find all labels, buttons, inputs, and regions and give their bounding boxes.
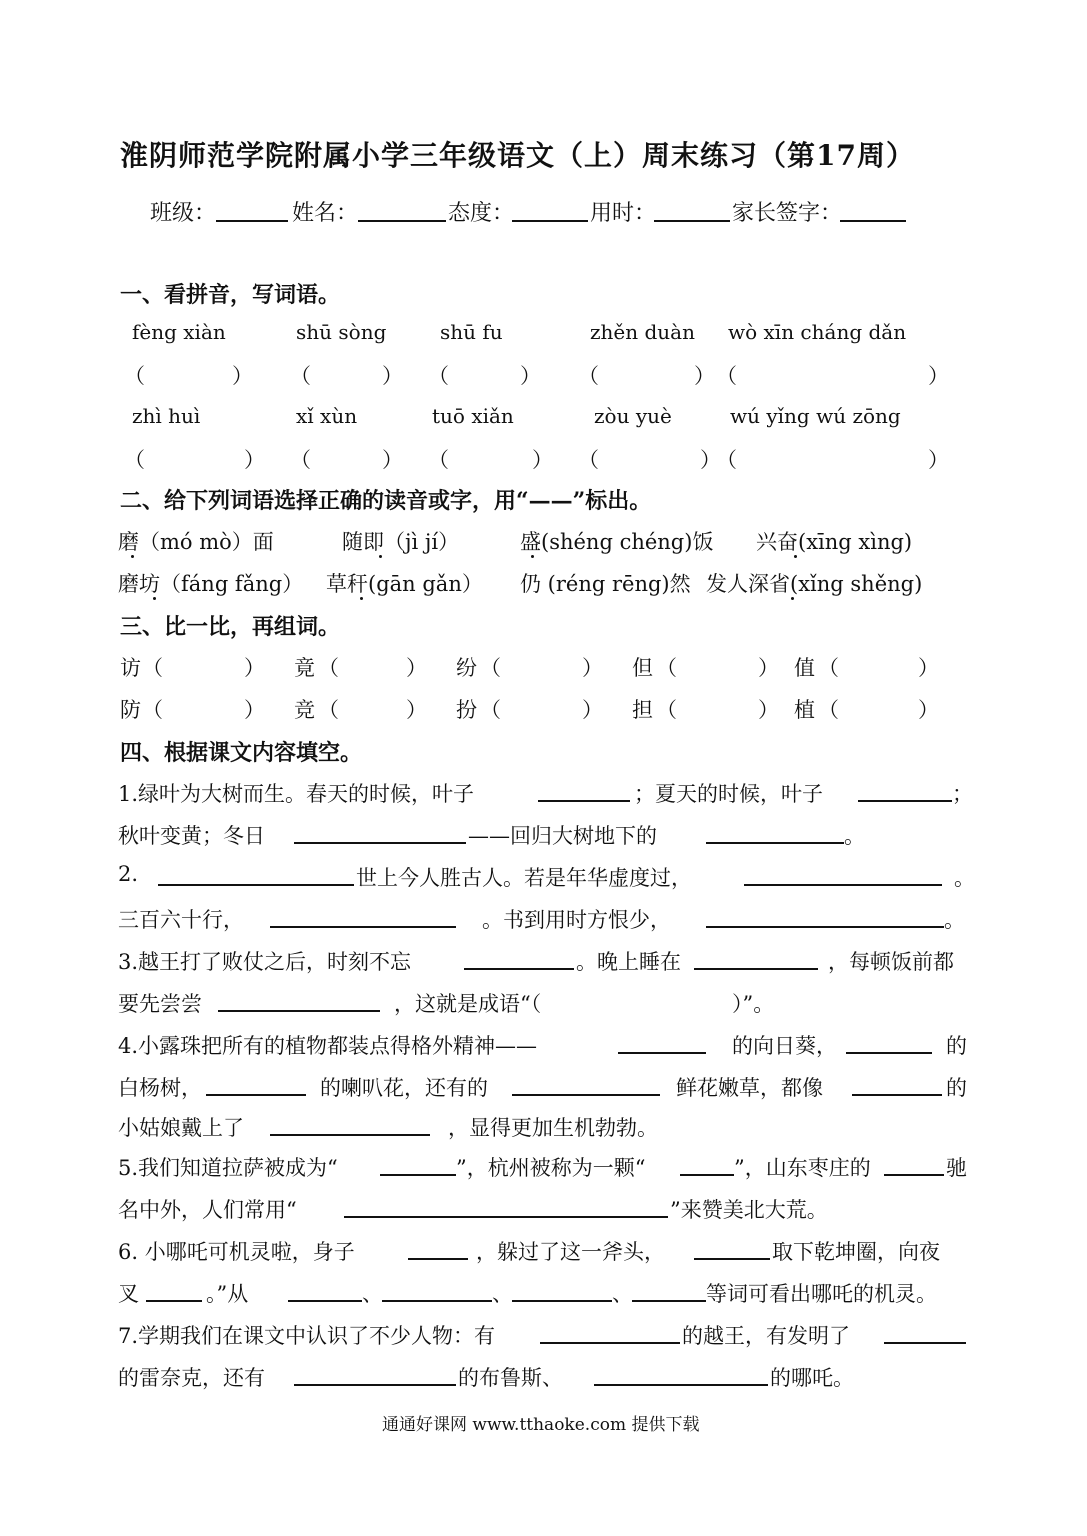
pinyin-2-2: xǐ xùn	[296, 404, 358, 428]
q1-text: 1.绿叶为大树而生。春天的时候，叶子	[118, 782, 475, 806]
q3-text: 。晚上睡在	[576, 950, 681, 974]
q6-text: 、	[362, 1282, 383, 1306]
section-4-heading: 四、根据课文内容填空。	[120, 740, 363, 766]
q7-blank-2[interactable]	[884, 1342, 966, 1344]
q4-blank-2[interactable]	[846, 1052, 932, 1054]
s2-item-2: 随即（jì jí）	[342, 530, 460, 554]
paren-open: （	[318, 656, 339, 680]
q7-text: 的越王，有发明了	[682, 1324, 850, 1348]
answer-paren-close: ）	[244, 448, 265, 472]
s2-item-8: 发人深省(xǐng shěng)	[706, 572, 923, 596]
s3-char: 担	[632, 698, 653, 722]
s3-char: 竟	[294, 656, 315, 680]
q5-text: 名中外，人们常用“	[118, 1198, 297, 1222]
q3-blank-1[interactable]	[464, 968, 574, 970]
s2-item-1: 磨（mó mò）面	[118, 530, 274, 554]
answer-paren-open: （	[124, 364, 145, 388]
pinyin-1-1: fèng xiàn	[132, 320, 226, 344]
q3-text: ）”。	[732, 992, 775, 1016]
s3-char: 竞	[294, 698, 315, 722]
q3-text: ，每顿饭前都	[828, 950, 954, 974]
q4-blank-4[interactable]	[512, 1094, 660, 1096]
q6-text: 。”从	[206, 1282, 249, 1306]
pinyin-2-1: zhì huì	[132, 404, 201, 428]
q1-text: ；夏天的时候，叶子	[634, 782, 823, 806]
pinyin-1-3: shū fu	[440, 320, 503, 344]
emphasis-dot	[360, 597, 363, 600]
q4-blank-5[interactable]	[852, 1094, 942, 1096]
q4-text: 的向日葵，	[732, 1034, 837, 1058]
paren-open: （	[480, 698, 501, 722]
q1-text: ——回归大树地下的	[468, 824, 657, 848]
answer-paren-open: （	[716, 448, 737, 472]
q2-text: 三百六十行，	[118, 908, 244, 932]
q2-text: 世上今人胜古人。若是年华虚度过，	[356, 866, 692, 890]
answer-paren-close: ）	[520, 364, 541, 388]
emphasis-dot	[131, 555, 134, 558]
q5-text: ”，杭州被称为一颗“	[456, 1156, 646, 1180]
class-field[interactable]	[216, 220, 288, 222]
q3-text: ，这就是成语“（	[394, 992, 542, 1016]
name-label: 姓名：	[292, 201, 359, 226]
q1-text: ；	[952, 782, 973, 806]
parent-signature-field[interactable]	[840, 220, 906, 222]
q1-text: 秋叶变黄；冬日	[118, 824, 265, 848]
q4-text: 的喇叭花，还有的	[320, 1076, 488, 1100]
s3-char: 扮	[456, 698, 477, 722]
emphasis-dot	[379, 555, 382, 558]
q5-blank-1[interactable]	[380, 1174, 456, 1176]
q2-blank-1[interactable]	[158, 884, 354, 886]
s3-char: 但	[632, 656, 653, 680]
paren-open: （	[480, 656, 501, 680]
paren-open: （	[142, 698, 163, 722]
emphasis-dot	[531, 555, 534, 558]
q4-text: ，显得更加生机勃勃。	[448, 1116, 658, 1140]
q6-text: 叉	[118, 1282, 139, 1306]
page-title: 淮阴师范学院附属小学三年级语文（上）周末练习（第17周）	[120, 139, 915, 172]
paren-close: ）	[244, 656, 265, 680]
answer-paren-close: ）	[928, 364, 949, 388]
section-3-heading: 三、比一比，再组词。	[120, 614, 341, 640]
q6-text: 、	[492, 1282, 513, 1306]
q7-text: 的布鲁斯、	[458, 1366, 563, 1390]
q6-blank-7[interactable]	[632, 1300, 706, 1302]
paren-open: （	[656, 656, 677, 680]
s3-char: 防	[120, 698, 141, 722]
q2-blank-4[interactable]	[706, 926, 944, 928]
s3-char: 值	[794, 656, 815, 680]
q5-text: ”，山东枣庄的	[734, 1156, 871, 1180]
q2-text: 。	[944, 908, 965, 932]
q7-blank-1[interactable]	[540, 1342, 680, 1344]
pinyin-1-4: zhěn duàn	[590, 320, 695, 344]
paren-close: ）	[582, 656, 603, 680]
q1-blank-1[interactable]	[538, 800, 630, 802]
q7-text: 7.学期我们在课文中认识了不少人物：有	[118, 1324, 496, 1348]
paren-close: ）	[918, 698, 939, 722]
emphasis-dot	[153, 597, 156, 600]
q3-blank-3[interactable]	[218, 1010, 380, 1012]
q5-blank-3[interactable]	[884, 1174, 944, 1176]
class-label: 班级：	[150, 201, 217, 226]
q3-text: 3.越王打了败仗之后，时刻不忘	[118, 950, 412, 974]
q4-blank-1[interactable]	[618, 1052, 706, 1054]
q6-blank-4[interactable]	[288, 1300, 362, 1302]
emphasis-dot	[794, 555, 797, 558]
answer-paren-open: （	[290, 448, 311, 472]
q7-blank-4[interactable]	[594, 1384, 768, 1386]
paren-open: （	[142, 656, 163, 680]
section-1-heading: 一、看拼音，写词语。	[120, 282, 341, 308]
q4-text: 小姑娘戴上了	[118, 1116, 244, 1140]
q5-text: 5.我们知道拉萨被成为“	[118, 1156, 338, 1180]
paren-close: ）	[918, 656, 939, 680]
q4-blank-3[interactable]	[206, 1094, 306, 1096]
answer-paren-close: ）	[382, 364, 403, 388]
answer-paren-open: （	[716, 364, 737, 388]
pinyin-2-3: tuō xiǎn	[432, 404, 514, 428]
q6-blank-3[interactable]	[146, 1300, 202, 1302]
answer-paren-open: （	[578, 448, 599, 472]
q4-blank-6[interactable]	[270, 1134, 430, 1136]
pinyin-2-5: wú yǐng wú zōng	[730, 404, 901, 428]
s2-item-3: 盛(shéng chéng)饭	[520, 530, 714, 554]
q2-text: 2.	[118, 862, 139, 886]
q4-text: 白杨树，	[118, 1076, 202, 1100]
footer-credit: 通通好课网 www.tthaoke.com 提供下载	[382, 1415, 700, 1435]
paren-open: （	[318, 698, 339, 722]
q6-blank-2[interactable]	[694, 1258, 770, 1260]
q1-blank-2[interactable]	[858, 800, 952, 802]
q6-text: 、	[612, 1282, 633, 1306]
paren-close: ）	[758, 698, 779, 722]
q2-text: 。	[954, 866, 975, 890]
q1-blank-3[interactable]	[294, 842, 466, 844]
q4-text: 鲜花嫩草，都像	[676, 1076, 823, 1100]
q7-text: 的雷奈克，还有	[118, 1366, 265, 1390]
pinyin-2-4: zòu yuè	[594, 404, 672, 428]
q4-text: 4.小露珠把所有的植物都装点得格外精神——	[118, 1034, 538, 1058]
q7-text: 的哪吒。	[770, 1366, 854, 1390]
paren-open: （	[818, 656, 839, 680]
q4-text: 的	[946, 1034, 967, 1058]
q3-text: 要先尝尝	[118, 992, 202, 1016]
answer-paren-open: （	[290, 364, 311, 388]
q5-text: ”来赞美北大荒。	[670, 1198, 828, 1222]
paren-close: ）	[582, 698, 603, 722]
s2-item-4: 兴奋(xīng xìng)	[756, 530, 913, 554]
paren-close: ）	[244, 698, 265, 722]
q5-blank-2[interactable]	[680, 1174, 734, 1176]
q5-text: 驰	[946, 1156, 967, 1180]
name-field[interactable]	[358, 220, 446, 222]
q6-text: 6. 小哪吒可机灵啦，身子	[118, 1240, 355, 1264]
paren-open: （	[818, 698, 839, 722]
s2-item-5: 磨坊（fáng fǎng）	[118, 572, 304, 596]
s3-char: 访	[120, 656, 141, 680]
q2-text: 。书到用时方恨少，	[482, 908, 671, 932]
s2-item-6: 草秆(gān gǎn）	[326, 572, 483, 596]
time-field[interactable]	[654, 220, 730, 222]
answer-paren-close: ）	[694, 364, 715, 388]
q1-blank-4[interactable]	[706, 842, 844, 844]
emphasis-dot	[791, 597, 794, 600]
parent-signature-label: 家长签字：	[732, 201, 843, 226]
pinyin-1-5: wò xīn cháng dǎn	[728, 320, 907, 344]
q6-blank-6[interactable]	[512, 1300, 612, 1302]
answer-paren-open: （	[428, 364, 449, 388]
paren-close: ）	[758, 656, 779, 680]
q1-text: 。	[844, 824, 865, 848]
q3-blank-2[interactable]	[694, 968, 818, 970]
answer-paren-close: ）	[928, 448, 949, 472]
paren-open: （	[656, 698, 677, 722]
q4-text: 的	[946, 1076, 967, 1100]
answer-paren-open: （	[578, 364, 599, 388]
answer-paren-open: （	[124, 448, 145, 472]
q2-blank-3[interactable]	[270, 926, 456, 928]
answer-paren-close: ）	[700, 448, 721, 472]
answer-paren-close: ）	[382, 448, 403, 472]
attitude-label: 态度：	[448, 201, 515, 226]
paren-close: ）	[406, 656, 427, 680]
s3-char: 纷	[456, 656, 477, 680]
s2-item-7: 仍 (réng rēng)然	[520, 572, 691, 596]
q6-blank-1[interactable]	[408, 1258, 468, 1260]
q6-blank-5[interactable]	[382, 1300, 492, 1302]
section-2-heading: 二、给下列词语选择正确的读音或字，用“——”标出。	[120, 488, 652, 514]
pinyin-1-2: shū sòng	[296, 320, 387, 344]
q6-text: ，躲过了这一斧头，	[476, 1240, 665, 1264]
attitude-field[interactable]	[512, 220, 588, 222]
q6-text: 等词可看出哪吒的机灵。	[706, 1282, 937, 1306]
q7-blank-3[interactable]	[294, 1384, 456, 1386]
paren-close: ）	[406, 698, 427, 722]
answer-paren-open: （	[428, 448, 449, 472]
answer-paren-close: ）	[232, 364, 253, 388]
q2-blank-2[interactable]	[744, 884, 942, 886]
answer-paren-close: ）	[532, 448, 553, 472]
q6-text: 取下乾坤圈，向夜	[772, 1240, 940, 1264]
s3-char: 植	[794, 698, 815, 722]
time-label: 用时：	[590, 201, 657, 226]
q5-blank-4[interactable]	[344, 1216, 668, 1218]
